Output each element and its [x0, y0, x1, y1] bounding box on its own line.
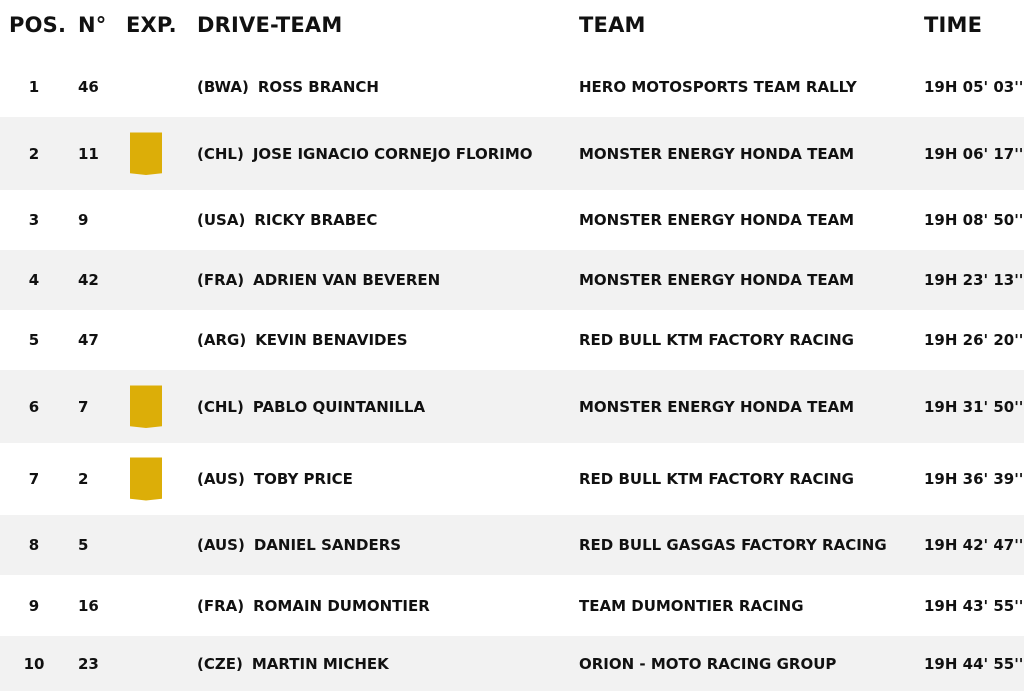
- header-time: TIME: [924, 13, 983, 37]
- expert-cell: [130, 385, 162, 428]
- pos-cell: 9: [28, 596, 40, 615]
- driver-name: ADRIEN VAN BEVEREN: [253, 271, 441, 289]
- driver-cell: [197, 597, 430, 615]
- num-cell: 47: [78, 331, 99, 349]
- driver-cell: [197, 536, 401, 554]
- driver-name: ROMAIN DUMONTIER: [253, 596, 430, 615]
- num-cell: 5: [78, 536, 89, 554]
- time-cell: 19H 36' 39'': [924, 470, 1024, 488]
- team-cell: MONSTER ENERGY HONDA TEAM: [579, 397, 855, 416]
- num-cell: 2: [78, 470, 89, 488]
- driver-cell: [197, 78, 379, 96]
- expert-cell: [130, 132, 162, 175]
- driver-name: DANIEL SANDERS: [253, 536, 402, 554]
- table-row[interactable]: [0, 515, 1024, 575]
- country-code: (FRA): [197, 596, 245, 615]
- team-cell: RED BULL GASGAS FACTORY RACING: [579, 536, 887, 554]
- time-cell: 19H 31' 50'': [924, 397, 1024, 416]
- country-code: (CHL): [197, 397, 244, 416]
- team-cell: TEAM DUMONTIER RACING: [579, 596, 804, 615]
- header-exp: EXP.: [126, 13, 177, 37]
- pos-cell: 6: [28, 397, 40, 416]
- team-cell: HERO MOTOSPORTS TEAM RALLY: [579, 77, 857, 96]
- country-code: (FRA): [197, 271, 245, 289]
- header-driver: DRIVE-TEAM: [197, 13, 343, 37]
- expert-badge-icon: [130, 458, 162, 501]
- driver-name: TOBY PRICE: [253, 470, 353, 488]
- pos-cell: 1: [28, 77, 40, 96]
- table-header: [0, 0, 1024, 56]
- time-cell: 19H 26' 20'': [924, 331, 1024, 349]
- header-team: TEAM: [579, 13, 646, 37]
- table-row[interactable]: [0, 575, 1024, 636]
- header-num: N°: [78, 13, 107, 37]
- expert-badge-icon: [130, 385, 162, 428]
- driver-cell: [197, 655, 389, 673]
- time-cell: 19H 05' 03'': [924, 77, 1024, 96]
- pos-cell: 4: [28, 271, 40, 289]
- country-code: (CZE): [197, 654, 243, 673]
- driver-name: PABLO QUINTANILLA: [252, 397, 426, 416]
- country-code: (CHL): [197, 144, 244, 163]
- table-row[interactable]: [0, 310, 1024, 370]
- time-cell: 19H 08' 50'': [924, 211, 1024, 229]
- table-row[interactable]: [0, 443, 1024, 515]
- country-code: (AUS): [197, 536, 245, 554]
- country-code: (BWA): [197, 77, 249, 96]
- driver-cell: [197, 145, 533, 163]
- table-row[interactable]: [0, 190, 1024, 250]
- time-cell: 19H 06' 17'': [924, 144, 1024, 163]
- driver-cell: [197, 470, 353, 488]
- time-cell: 19H 44' 55'': [924, 654, 1024, 673]
- num-cell: 46: [78, 77, 99, 96]
- country-code: (AUS): [197, 470, 245, 488]
- driver-cell: [197, 271, 440, 289]
- pos-cell: 5: [28, 331, 40, 349]
- driver-name: JOSE IGNACIO CORNEJO FLORIMO: [252, 144, 533, 163]
- team-cell: ORION - MOTO RACING GROUP: [579, 654, 837, 673]
- country-code: (USA): [197, 211, 246, 229]
- num-cell: 23: [78, 654, 99, 673]
- table-row[interactable]: [0, 117, 1024, 190]
- expert-cell: [130, 458, 162, 501]
- pos-cell: 3: [28, 211, 40, 229]
- driver-name: ROSS BRANCH: [257, 77, 379, 96]
- team-cell: RED BULL KTM FACTORY RACING: [579, 470, 854, 488]
- time-cell: 19H 42' 47'': [924, 536, 1024, 554]
- expert-badge-icon: [130, 132, 162, 175]
- driver-name: KEVIN BENAVIDES: [255, 331, 408, 349]
- num-cell: 42: [78, 271, 99, 289]
- table-row[interactable]: [0, 56, 1024, 117]
- time-cell: 19H 23' 13'': [924, 271, 1024, 289]
- team-cell: RED BULL KTM FACTORY RACING: [579, 331, 854, 349]
- team-cell: MONSTER ENERGY HONDA TEAM: [579, 271, 855, 289]
- driver-cell: [197, 331, 408, 349]
- driver-cell: [197, 398, 425, 416]
- driver-name: MARTIN MICHEK: [251, 654, 389, 673]
- driver-cell: [197, 211, 377, 229]
- country-code: (ARG): [197, 331, 247, 349]
- num-cell: 7: [78, 397, 89, 416]
- pos-cell: 10: [23, 654, 45, 673]
- table-row[interactable]: [0, 636, 1024, 691]
- pos-cell: 8: [28, 536, 40, 554]
- driver-name: RICKY BRABEC: [254, 211, 378, 229]
- pos-cell: 7: [28, 470, 40, 488]
- pos-cell: 2: [28, 144, 40, 163]
- num-cell: 11: [78, 144, 99, 163]
- header-pos: POS.: [9, 13, 67, 37]
- num-cell: 9: [78, 211, 89, 229]
- time-cell: 19H 43' 55'': [924, 596, 1024, 615]
- num-cell: 16: [78, 596, 99, 615]
- table-row[interactable]: [0, 250, 1024, 310]
- table-row[interactable]: [0, 370, 1024, 443]
- team-cell: MONSTER ENERGY HONDA TEAM: [579, 144, 855, 163]
- team-cell: MONSTER ENERGY HONDA TEAM: [579, 211, 855, 229]
